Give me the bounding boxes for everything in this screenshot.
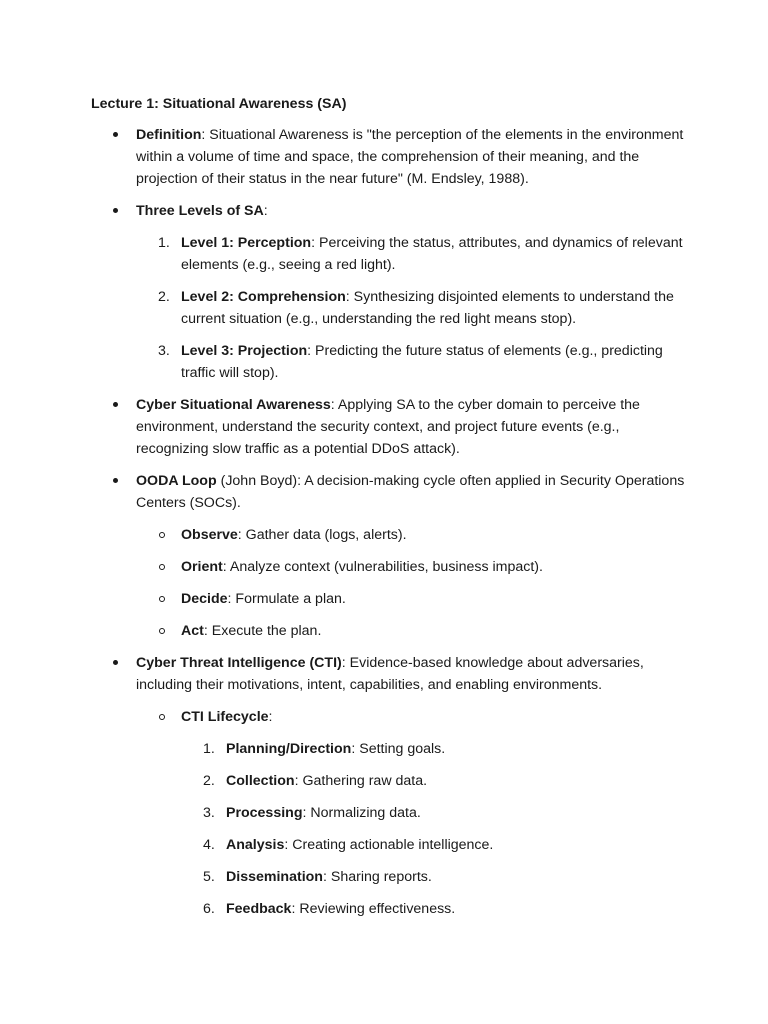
list-number: 1. [158,235,170,251]
item-term: Cyber Situational Awareness [136,397,331,413]
bullet-icon [113,660,118,665]
level-term: Level 3: Projection [181,343,308,359]
list-item-cti [91,652,688,920]
level-item [136,286,688,330]
level-text: : Predicting the future status of elements (e.g., predicting traffic will stop). [181,343,663,381]
bullet-icon [113,478,118,483]
item-term: Cyber Threat Intelligence (CTI) [136,655,342,671]
step-text: : Analyze context (vulnerabilities, business impact). [222,559,543,575]
list-number: 5. [203,869,215,885]
list-number: 1. [203,741,215,757]
list-number: 4. [203,837,215,853]
phase-text: : Reviewing effectiveness. [291,901,456,917]
lifecycle-text: : [268,709,273,725]
page-title: Lecture 1: Situational Awareness (SA) [91,96,347,112]
step-term: Decide [181,591,228,607]
item-text: : Applying SA to the cyber domain to perceive the environment, understand the security context, and project future events (e.g., recognizing slow traffic as a potential DDoS attack). [136,397,640,457]
step-text: : Gather data (logs, alerts). [237,527,407,543]
item-text: : Evidence-based knowledge about adversaries, including their motivations, intent, capabilities, and enabling environments. [136,655,644,693]
phase-term: Planning/Direction [226,741,352,757]
list-item-ooda-loop [91,470,688,642]
ooda-steps-list [136,524,688,642]
phase-item [181,802,688,824]
phase-text: : Gathering raw data. [294,773,428,789]
list-number: 6. [203,901,215,917]
item-text: : [263,203,268,219]
step-term: Orient [181,559,223,575]
bullet-icon [113,208,118,213]
phase-item [181,898,688,920]
phase-term: Analysis [226,837,285,853]
ooda-step [136,620,688,642]
phase-item [181,834,688,856]
circle-bullet-icon [159,564,165,570]
level-text: : Perceiving the status, attributes, and dynamics of relevant elements (e.g., seeing a red light). [181,235,683,273]
phase-item [181,770,688,792]
level-item [136,340,688,384]
item-text: (John Boyd): A decision-making cycle often applied in Security Operations Centers (SOCs). [136,473,685,511]
lifecycle-term: CTI Lifecycle [181,709,269,725]
circle-bullet-icon [159,628,165,634]
list-number: 3. [158,343,170,359]
level-item [136,232,688,276]
main-bullet-list [91,124,688,920]
list-item-three-levels [91,200,688,384]
phase-item [181,866,688,888]
circle-bullet-icon [159,596,165,602]
step-text: : Execute the plan. [203,623,322,639]
list-number: 2. [203,773,215,789]
step-term: Act [181,623,204,639]
bullet-icon [113,402,118,407]
cti-lifecycle-item [136,706,688,920]
level-text: : Synthesizing disjointed elements to understand the current situation (e.g., understanding the red light means stop). [181,289,674,327]
phase-text: : Creating actionable intelligence. [284,837,494,853]
level-term: Level 2: Comprehension [181,289,346,305]
levels-list [136,232,688,384]
step-text: : Formulate a plan. [227,591,346,607]
bullet-icon [113,132,118,137]
list-item-cyber-sa [91,394,688,460]
item-term: OODA Loop [136,473,217,489]
ooda-step [136,524,688,546]
phase-item [181,738,688,760]
phase-text: : Normalizing data. [302,805,421,821]
ooda-step [136,588,688,610]
cti-phases-list [181,738,688,920]
phase-text: : Setting goals. [351,741,446,757]
phase-term: Processing [226,805,303,821]
list-item-definition [91,124,688,190]
phase-term: Feedback [226,901,292,917]
phase-text: : Sharing reports. [322,869,432,885]
item-term: Definition [136,127,202,143]
item-text: : Situational Awareness is "the perception of the elements in the environment within a volume of time and space, the comprehension of their meaning, and the projection of their status in the near future" (M. Endsley, 1988). [136,127,684,187]
ooda-step [136,556,688,578]
item-term: Three Levels of SA [136,203,264,219]
circle-bullet-icon [159,714,165,720]
cti-sublist [136,706,688,920]
list-number: 3. [203,805,215,821]
list-number: 2. [158,289,170,305]
level-term: Level 1: Perception [181,235,312,251]
phase-term: Dissemination [226,869,323,885]
circle-bullet-icon [159,532,165,538]
step-term: Observe [181,527,238,543]
phase-term: Collection [226,773,295,789]
